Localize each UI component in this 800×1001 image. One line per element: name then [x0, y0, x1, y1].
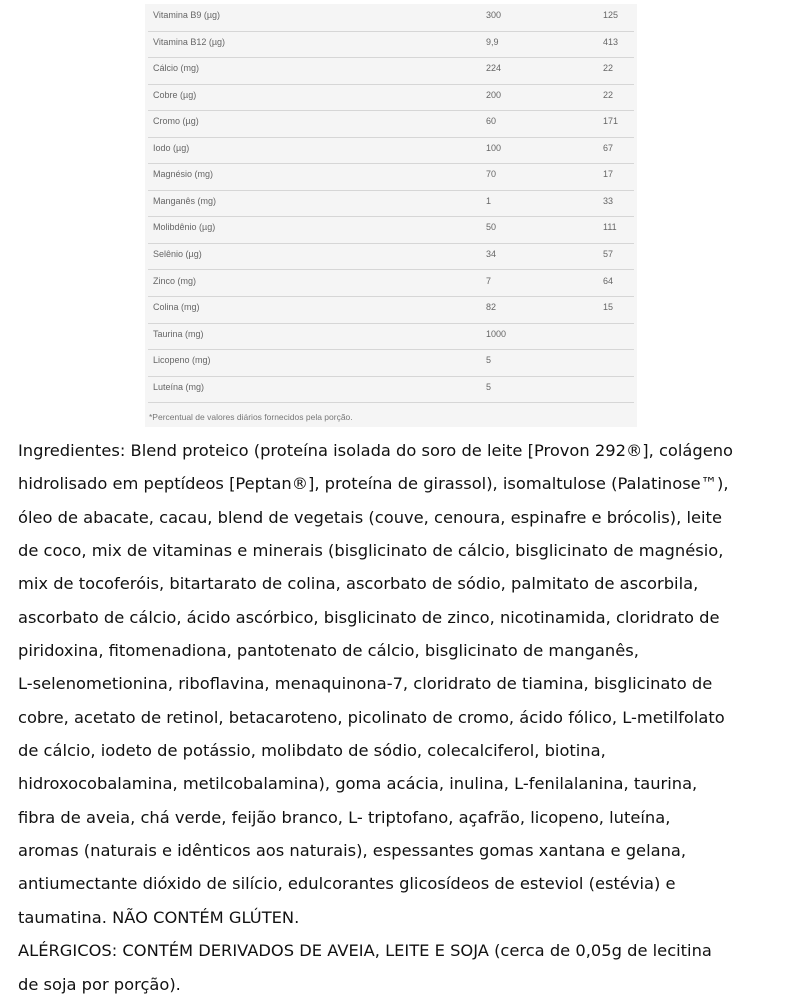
nutrient-name: Magnésio (mg) [153, 169, 214, 180]
nutrient-name: Licopeno (mg) [153, 355, 211, 366]
ingredients-line: hidrolisado em peptídeos [Peptan®], proteína de girassol), isomaltulose (Palatinose™), [18, 474, 729, 494]
ingredients-line: fibra de aveia, chá verde, feijão branco, L- triptofano, açafrão, licopeno, luteína, [18, 807, 671, 827]
table-row [148, 190, 634, 218]
table-row [148, 376, 634, 404]
nutrient-daily-value: 15 [603, 302, 614, 313]
table-row [148, 349, 634, 377]
table-row [148, 163, 634, 191]
nutrient-name: Iodo (µg) [153, 142, 190, 153]
nutrient-daily-value: 171 [603, 116, 619, 127]
nutrient-quantity: 200 [486, 89, 502, 100]
table-row [148, 216, 634, 244]
table-row [148, 323, 634, 351]
nutrient-quantity: 82 [486, 302, 497, 313]
ingredients-line: aromas (naturais e idênticos aos naturais), espessantes gomas xantana e gelana, [18, 841, 687, 861]
nutrient-daily-value: 111 [603, 222, 617, 233]
ingredients-line: de coco, mix de vitaminas e minerais (bisglicinato de cálcio, bisglicinato de magnésio, [18, 541, 724, 561]
ingredients-line: de cálcio, iodeto de potássio, molibdato de sódio, colecalciferol, biotina, [18, 741, 606, 761]
nutrient-quantity: 34 [486, 248, 497, 259]
nutrient-quantity: 1 [486, 195, 492, 206]
nutrient-name: Taurina (mg) [153, 328, 204, 339]
nutrient-quantity: 50 [486, 222, 497, 233]
table-row [148, 110, 634, 138]
ingredients-text [18, 434, 793, 1001]
ingredients-line: Ingredientes: Blend proteico (proteína isolada do soro de leite [Provon 292®], colágeno [18, 441, 733, 460]
ingredients-line: ascorbato de cálcio, ácido ascórbico, bisglicinato de zinco, nicotinamida, cloridrato de [18, 607, 720, 627]
nutrient-name: Colina (mg) [153, 302, 200, 313]
nutrient-daily-value: 64 [603, 275, 614, 286]
table-row [148, 84, 634, 112]
nutrient-name: Zinco (mg) [153, 275, 197, 286]
table-row [148, 57, 634, 85]
table-row [148, 296, 634, 324]
nutrient-daily-value: 33 [603, 195, 614, 206]
table-row [148, 270, 634, 298]
table-row [148, 4, 634, 32]
ingredients-line: de soja por porção). [18, 974, 181, 994]
ingredients-line: cobre, acetato de retinol, betacaroteno, picolinato de cromo, ácido fólico, L-metilfolato [18, 707, 725, 727]
nutrient-quantity: 224 [486, 63, 502, 74]
table-row [148, 137, 634, 165]
nutrient-quantity: 60 [486, 116, 497, 127]
nutrient-name: Manganês (mg) [153, 195, 217, 206]
nutrient-name: Vitamina B9 (µg) [153, 10, 221, 20]
nutrient-quantity: 9,9 [486, 36, 499, 47]
ingredients-line: piridoxina, fitomenadiona, pantotenato de cálcio, bisglicinato de manganês, [18, 641, 639, 661]
nutrient-name: Luteína (mg) [153, 381, 205, 392]
ingredients-line: L-selenometionina, riboflavina, menaquinona-7, cloridrato de tiamina, bisglicinato de [18, 674, 713, 694]
nutrient-name: Cromo (µg) [153, 116, 199, 127]
nutrient-quantity: 70 [486, 169, 497, 180]
nutrient-quantity: 300 [486, 10, 502, 20]
ingredients-line: mix de tocoferóis, bitartarato de colina, ascorbato de sódio, palmitato de ascorbila, [18, 574, 699, 594]
ingredients-line: hidroxocobalamina, metilcobalamina), goma acácia, inulina, L-fenilalanina, taurina, [18, 774, 698, 794]
nutrient-name: Selênio (µg) [153, 248, 202, 259]
ingredients-line: antiumectante dióxido de silício, edulcorantes glicosídeos de esteviol (estévia) e [18, 874, 676, 894]
nutrient-daily-value: 17 [603, 169, 614, 180]
ingredients-line: ALÉRGICOS: CONTÉM DERIVADOS DE AVEIA, LEITE E SOJA (cerca de 0,05g de lecitina [18, 941, 712, 961]
table-footnote: *Percentual de valores diários fornecidos pela porção. [149, 412, 353, 422]
nutrient-quantity: 5 [486, 355, 492, 366]
nutrient-daily-value: 67 [603, 142, 614, 153]
nutrient-quantity: 1000 [486, 328, 507, 339]
nutrient-daily-value: 413 [603, 36, 619, 47]
ingredients-line: óleo de abacate, cacau, blend de vegetais (couve, cenoura, espinafre e brócolis), leite [18, 507, 722, 527]
nutrient-daily-value: 125 [603, 10, 619, 20]
nutrient-quantity: 100 [486, 142, 502, 153]
nutrient-daily-value: 57 [603, 248, 614, 259]
nutrition-table-image [145, 4, 637, 427]
nutrient-daily-value: 22 [603, 89, 614, 100]
nutrient-name: Cobre (µg) [153, 89, 197, 100]
ingredients-line: taumatina. NÃO CONTÉM GLÚTEN. [18, 907, 300, 927]
table-row [148, 31, 634, 59]
table-row [148, 243, 634, 271]
nutrient-quantity: 7 [486, 275, 492, 286]
nutrient-daily-value: 22 [603, 63, 614, 74]
nutrient-quantity: 5 [486, 381, 492, 392]
nutrient-name: Molibdênio (µg) [153, 222, 216, 233]
nutrient-name: Cálcio (mg) [153, 63, 200, 74]
nutrient-name: Vitamina B12 (µg) [153, 36, 226, 47]
